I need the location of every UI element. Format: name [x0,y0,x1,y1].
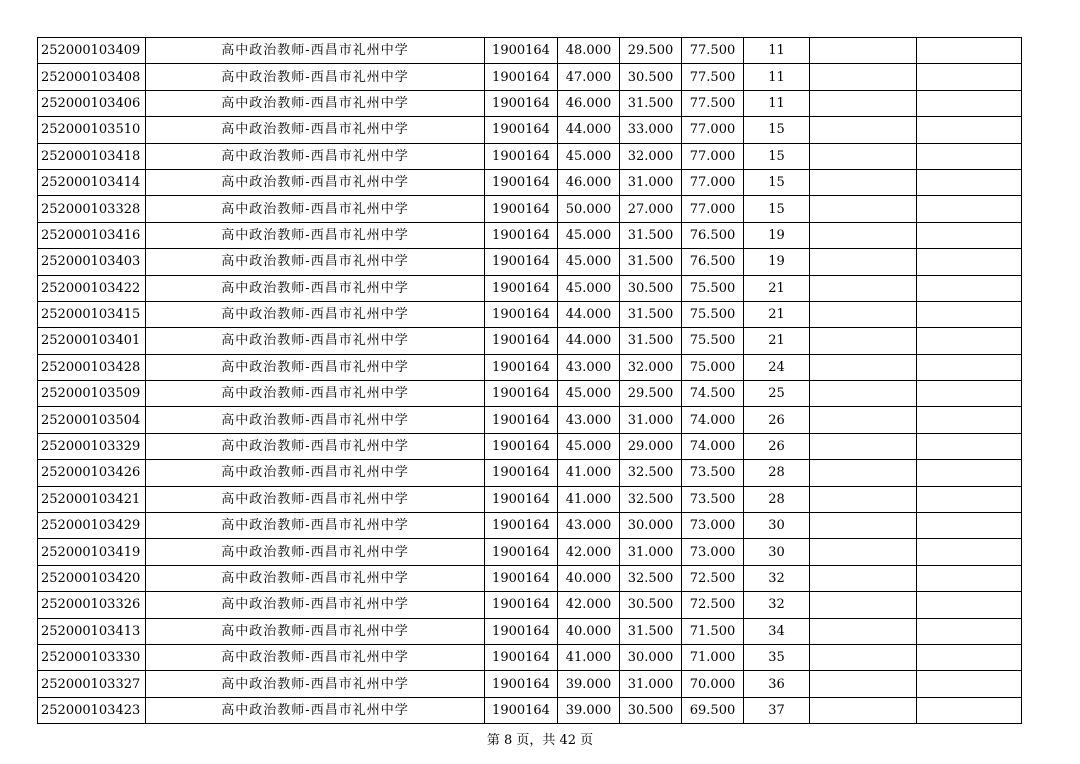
empty-cell-b [917,222,1022,248]
total-score-cell: 73.500 [682,460,744,486]
rank-cell: 25 [744,381,810,407]
written-score-cell: 41.000 [558,486,620,512]
position-cell: 高中政治教师-西昌市礼州中学 [146,143,485,169]
second-score-cell: 32.000 [620,354,682,380]
rank-cell: 26 [744,433,810,459]
candidate-id-cell: 252000103406 [38,90,146,116]
table-row [38,671,1022,697]
rank-cell: 21 [744,301,810,327]
rank-cell: 28 [744,486,810,512]
empty-cell-a [810,64,917,90]
position-code-cell: 1900164 [485,381,558,407]
empty-cell-a [810,275,917,301]
rank-cell: 21 [744,328,810,354]
results-table [37,37,1022,724]
table-row [38,301,1022,327]
table-row [38,196,1022,222]
total-score-cell: 77.500 [682,64,744,90]
candidate-id-cell: 252000103409 [38,38,146,64]
empty-cell-a [810,513,917,539]
written-score-cell: 45.000 [558,381,620,407]
table-row [38,644,1022,670]
table-row [38,117,1022,143]
total-score-cell: 72.500 [682,565,744,591]
second-score-cell: 32.000 [620,143,682,169]
results-table-body [38,38,1022,724]
empty-cell-a [810,565,917,591]
empty-cell-b [917,407,1022,433]
second-score-cell: 31.000 [620,539,682,565]
position-cell: 高中政治教师-西昌市礼州中学 [146,513,485,539]
empty-cell-b [917,565,1022,591]
empty-cell-a [810,539,917,565]
second-score-cell: 32.500 [620,565,682,591]
table-row [38,143,1022,169]
rank-cell: 32 [744,592,810,618]
total-score-cell: 77.500 [682,90,744,116]
position-code-cell: 1900164 [485,592,558,618]
second-score-cell: 29.500 [620,38,682,64]
empty-cell-b [917,592,1022,618]
table-row [38,433,1022,459]
candidate-id-cell: 252000103429 [38,513,146,539]
empty-cell-a [810,671,917,697]
candidate-id-cell: 252000103401 [38,328,146,354]
candidate-id-cell: 252000103416 [38,222,146,248]
table-row [38,328,1022,354]
position-code-cell: 1900164 [485,90,558,116]
candidate-id-cell: 252000103419 [38,539,146,565]
second-score-cell: 30.500 [620,275,682,301]
candidate-id-cell: 252000103510 [38,117,146,143]
empty-cell-a [810,644,917,670]
position-code-cell: 1900164 [485,618,558,644]
rank-cell: 15 [744,169,810,195]
results-sheet [37,37,1022,724]
position-code-cell: 1900164 [485,169,558,195]
second-score-cell: 29.000 [620,433,682,459]
empty-cell-a [810,407,917,433]
position-code-cell: 1900164 [485,64,558,90]
empty-cell-b [917,90,1022,116]
position-code-cell: 1900164 [485,539,558,565]
total-score-cell: 73.000 [682,539,744,565]
written-score-cell: 44.000 [558,328,620,354]
total-score-cell: 74.000 [682,433,744,459]
position-code-cell: 1900164 [485,301,558,327]
empty-cell-a [810,169,917,195]
position-code-cell: 1900164 [485,407,558,433]
empty-cell-a [810,117,917,143]
candidate-id-cell: 252000103504 [38,407,146,433]
empty-cell-b [917,249,1022,275]
position-cell: 高中政治教师-西昌市礼州中学 [146,539,485,565]
rank-cell: 21 [744,275,810,301]
candidate-id-cell: 252000103418 [38,143,146,169]
candidate-id-cell: 252000103423 [38,697,146,723]
table-row [38,592,1022,618]
empty-cell-b [917,618,1022,644]
empty-cell-a [810,697,917,723]
position-cell: 高中政治教师-西昌市礼州中学 [146,249,485,275]
candidate-id-cell: 252000103327 [38,671,146,697]
written-score-cell: 43.000 [558,407,620,433]
empty-cell-b [917,539,1022,565]
table-row [38,539,1022,565]
second-score-cell: 32.500 [620,460,682,486]
total-score-cell: 75.500 [682,301,744,327]
written-score-cell: 45.000 [558,143,620,169]
written-score-cell: 39.000 [558,671,620,697]
empty-cell-a [810,249,917,275]
candidate-id-cell: 252000103420 [38,565,146,591]
rank-cell: 19 [744,222,810,248]
position-code-cell: 1900164 [485,671,558,697]
position-code-cell: 1900164 [485,354,558,380]
position-cell: 高中政治教师-西昌市礼州中学 [146,618,485,644]
written-score-cell: 44.000 [558,301,620,327]
written-score-cell: 40.000 [558,618,620,644]
empty-cell-a [810,328,917,354]
empty-cell-b [917,143,1022,169]
rank-cell: 26 [744,407,810,433]
empty-cell-a [810,222,917,248]
total-score-cell: 69.500 [682,697,744,723]
table-row [38,486,1022,512]
empty-cell-a [810,433,917,459]
rank-cell: 36 [744,671,810,697]
position-cell: 高中政治教师-西昌市礼州中学 [146,275,485,301]
position-code-cell: 1900164 [485,222,558,248]
total-score-cell: 75.500 [682,328,744,354]
position-code-cell: 1900164 [485,565,558,591]
total-score-cell: 70.000 [682,671,744,697]
position-cell: 高中政治教师-西昌市礼州中学 [146,433,485,459]
position-cell: 高中政治教师-西昌市礼州中学 [146,328,485,354]
empty-cell-b [917,38,1022,64]
rank-cell: 15 [744,117,810,143]
total-score-cell: 77.000 [682,196,744,222]
second-score-cell: 31.500 [620,328,682,354]
table-row [38,354,1022,380]
position-code-cell: 1900164 [485,433,558,459]
table-row [38,460,1022,486]
table-row [38,169,1022,195]
rank-cell: 11 [744,38,810,64]
total-score-cell: 74.000 [682,407,744,433]
position-cell: 高中政治教师-西昌市礼州中学 [146,486,485,512]
written-score-cell: 42.000 [558,592,620,618]
position-code-cell: 1900164 [485,460,558,486]
table-row [38,249,1022,275]
empty-cell-a [810,90,917,116]
total-score-cell: 74.500 [682,381,744,407]
second-score-cell: 33.000 [620,117,682,143]
second-score-cell: 31.500 [620,90,682,116]
empty-cell-b [917,644,1022,670]
rank-cell: 11 [744,90,810,116]
rank-cell: 30 [744,513,810,539]
total-score-cell: 71.500 [682,618,744,644]
rank-cell: 32 [744,565,810,591]
second-score-cell: 31.500 [620,618,682,644]
table-row [38,64,1022,90]
rank-cell: 15 [744,196,810,222]
second-score-cell: 31.000 [620,671,682,697]
written-score-cell: 50.000 [558,196,620,222]
second-score-cell: 31.500 [620,222,682,248]
empty-cell-a [810,381,917,407]
candidate-id-cell: 252000103326 [38,592,146,618]
candidate-id-cell: 252000103421 [38,486,146,512]
empty-cell-b [917,64,1022,90]
written-score-cell: 41.000 [558,460,620,486]
position-code-cell: 1900164 [485,117,558,143]
candidate-id-cell: 252000103414 [38,169,146,195]
written-score-cell: 45.000 [558,433,620,459]
rank-cell: 35 [744,644,810,670]
page-footer: 第 8 页，共 42 页 [486,733,594,748]
empty-cell-b [917,169,1022,195]
second-score-cell: 30.500 [620,64,682,90]
position-code-cell: 1900164 [485,249,558,275]
rank-cell: 34 [744,618,810,644]
table-row [38,222,1022,248]
total-score-cell: 76.500 [682,222,744,248]
empty-cell-a [810,301,917,327]
second-score-cell: 30.500 [620,592,682,618]
total-score-cell: 75.500 [682,275,744,301]
written-score-cell: 42.000 [558,539,620,565]
empty-cell-a [810,460,917,486]
total-score-cell: 76.500 [682,249,744,275]
position-cell: 高中政治教师-西昌市礼州中学 [146,460,485,486]
empty-cell-b [917,381,1022,407]
written-score-cell: 45.000 [558,249,620,275]
total-score-cell: 72.500 [682,592,744,618]
empty-cell-b [917,301,1022,327]
second-score-cell: 31.500 [620,249,682,275]
table-row [38,697,1022,723]
empty-cell-b [917,196,1022,222]
position-cell: 高中政治教师-西昌市礼州中学 [146,697,485,723]
second-score-cell: 32.500 [620,486,682,512]
position-cell: 高中政治教师-西昌市礼州中学 [146,38,485,64]
candidate-id-cell: 252000103329 [38,433,146,459]
rank-cell: 11 [744,64,810,90]
position-code-cell: 1900164 [485,143,558,169]
position-code-cell: 1900164 [485,513,558,539]
written-score-cell: 45.000 [558,275,620,301]
second-score-cell: 27.000 [620,196,682,222]
position-code-cell: 1900164 [485,486,558,512]
table-row [38,407,1022,433]
position-cell: 高中政治教师-西昌市礼州中学 [146,381,485,407]
position-cell: 高中政治教师-西昌市礼州中学 [146,117,485,143]
position-code-cell: 1900164 [485,196,558,222]
written-score-cell: 41.000 [558,644,620,670]
total-score-cell: 77.500 [682,38,744,64]
candidate-id-cell: 252000103413 [38,618,146,644]
position-code-cell: 1900164 [485,644,558,670]
position-cell: 高中政治教师-西昌市礼州中学 [146,407,485,433]
position-cell: 高中政治教师-西昌市礼州中学 [146,644,485,670]
empty-cell-b [917,433,1022,459]
position-code-cell: 1900164 [485,38,558,64]
total-score-cell: 77.000 [682,117,744,143]
written-score-cell: 40.000 [558,565,620,591]
table-row [38,275,1022,301]
candidate-id-cell: 252000103428 [38,354,146,380]
position-cell: 高中政治教师-西昌市礼州中学 [146,301,485,327]
written-score-cell: 39.000 [558,697,620,723]
position-code-cell: 1900164 [485,275,558,301]
empty-cell-a [810,354,917,380]
empty-cell-b [917,513,1022,539]
rank-cell: 30 [744,539,810,565]
candidate-id-cell: 252000103408 [38,64,146,90]
position-code-cell: 1900164 [485,697,558,723]
empty-cell-a [810,196,917,222]
position-cell: 高中政治教师-西昌市礼州中学 [146,90,485,116]
rank-cell: 15 [744,143,810,169]
rank-cell: 19 [744,249,810,275]
empty-cell-a [810,143,917,169]
second-score-cell: 30.000 [620,513,682,539]
written-score-cell: 45.000 [558,222,620,248]
written-score-cell: 43.000 [558,354,620,380]
position-cell: 高中政治教师-西昌市礼州中学 [146,671,485,697]
empty-cell-b [917,275,1022,301]
second-score-cell: 31.000 [620,407,682,433]
empty-cell-b [917,697,1022,723]
table-row [38,565,1022,591]
empty-cell-a [810,618,917,644]
empty-cell-b [917,117,1022,143]
table-row [38,618,1022,644]
position-cell: 高中政治教师-西昌市礼州中学 [146,169,485,195]
rank-cell: 28 [744,460,810,486]
candidate-id-cell: 252000103328 [38,196,146,222]
table-row [38,90,1022,116]
total-score-cell: 73.000 [682,513,744,539]
candidate-id-cell: 252000103330 [38,644,146,670]
total-score-cell: 75.000 [682,354,744,380]
written-score-cell: 47.000 [558,64,620,90]
candidate-id-cell: 252000103509 [38,381,146,407]
position-cell: 高中政治教师-西昌市礼州中学 [146,565,485,591]
empty-cell-b [917,486,1022,512]
total-score-cell: 77.000 [682,143,744,169]
candidate-id-cell: 252000103426 [38,460,146,486]
candidate-id-cell: 252000103403 [38,249,146,275]
position-cell: 高中政治教师-西昌市礼州中学 [146,222,485,248]
empty-cell-b [917,328,1022,354]
position-cell: 高中政治教师-西昌市礼州中学 [146,354,485,380]
empty-cell-a [810,592,917,618]
position-code-cell: 1900164 [485,328,558,354]
empty-cell-a [810,38,917,64]
second-score-cell: 31.500 [620,301,682,327]
total-score-cell: 77.000 [682,169,744,195]
position-cell: 高中政治教师-西昌市礼州中学 [146,592,485,618]
empty-cell-b [917,354,1022,380]
written-score-cell: 44.000 [558,117,620,143]
table-row [38,513,1022,539]
candidate-id-cell: 252000103415 [38,301,146,327]
empty-cell-b [917,671,1022,697]
table-row [38,381,1022,407]
second-score-cell: 30.000 [620,644,682,670]
total-score-cell: 71.000 [682,644,744,670]
position-cell: 高中政治教师-西昌市礼州中学 [146,64,485,90]
empty-cell-b [917,460,1022,486]
written-score-cell: 46.000 [558,169,620,195]
rank-cell: 37 [744,697,810,723]
written-score-cell: 46.000 [558,90,620,116]
table-row [38,38,1022,64]
candidate-id-cell: 252000103422 [38,275,146,301]
second-score-cell: 31.000 [620,169,682,195]
written-score-cell: 43.000 [558,513,620,539]
rank-cell: 24 [744,354,810,380]
total-score-cell: 73.500 [682,486,744,512]
second-score-cell: 29.500 [620,381,682,407]
second-score-cell: 30.500 [620,697,682,723]
empty-cell-a [810,486,917,512]
written-score-cell: 48.000 [558,38,620,64]
position-cell: 高中政治教师-西昌市礼州中学 [146,196,485,222]
